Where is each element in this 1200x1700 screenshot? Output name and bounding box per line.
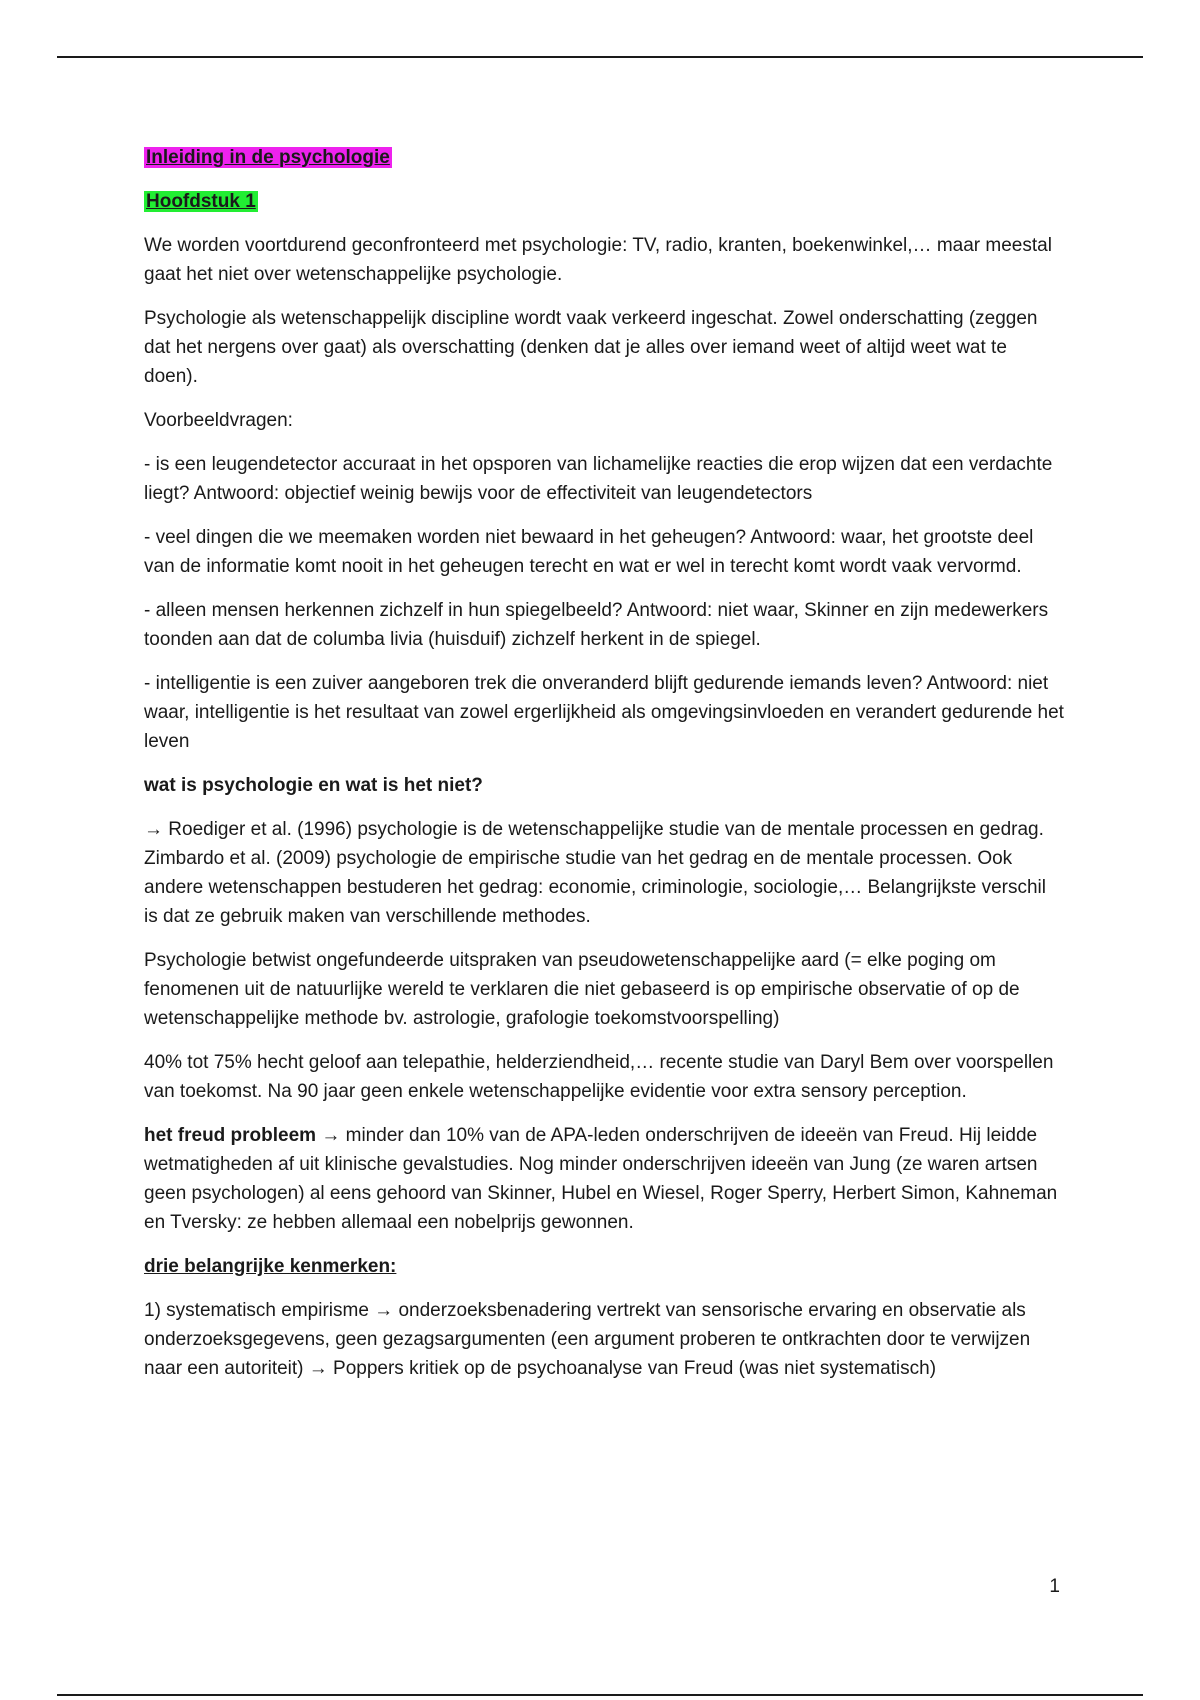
paragraph: - veel dingen die we meemaken worden niet bewaard in het geheugen? Antwoord: waar, het grootste deel van de informatie komt nooit in het geheugen terecht en wat er wel in terecht komt wordt vaak vervormd. [144,527,1034,577]
paragraph: - alleen mensen herkennen zichzelf in hun spiegelbeeld? Antwoord: niet waar, Skinner en zijn medewerkers toonden aan dat de columba livia (huisduif) zichzelf herkent in de spiegel. [144,600,1049,650]
paragraph: Voorbeeldvragen: [144,410,293,431]
freud-label: het freud probleem [144,1125,317,1146]
section-heading: wat is psychologie en wat is het niet? [144,775,483,796]
paragraph: - is een leugendetector accuraat in het opsporen van lichamelijke reacties die erop wijzen dat een verdachte liegt? Antwoord: objectief weinig bewijs voor de effectiviteit van leugendetectors [144,454,1053,504]
title-line [144,143,1064,172]
chapter-heading: Hoofdstuk 1 [146,191,256,212]
chapter-line [144,187,1064,216]
freud-text: → minder dan 10% van de APA-leden onderschrijven de ideeën van Freud. Hij leidde wetmatigheden af uit klinische gevalstudies. Nog minder onderschrijven ideeën van Jung (ze waren artsen geen psychologen) al eens gehoord van Skinner, Hubel en Wiesel, Roger Sperry, Herbert Simon, Kahneman en Tversky: ze hebben allemaal een nobelprijs gewonnen. [144,1125,1058,1233]
freud-paragraph [144,1121,1064,1237]
paragraph: → Roediger et al. (1996) psychologie is de wetenschappelijke studie van de mentale processen en gedrag. Zimbardo et al. (2009) psychologie de empirische studie van het gedrag en de mentale processen. Ook andere wetenschappen bestuderen het gedrag: economie, criminologie, sociologie,… Belangrijkste verschil is dat ze gebruik maken van verschillende methodes. [144,819,1046,927]
paragraph: Psychologie betwist ongefundeerde uitspraken van pseudowetenschappelijke aard (= elke poging om fenomenen uit de natuurlijke wereld te verklaren die niet gebaseerd is op empirische observatie of op de wetenschappelijke methode bv. astrologie, grafologie toekomstvoorspelling) [144,950,1020,1029]
paragraph: 40% tot 75% hecht geloof aan telepathie, helderziendheid,… recente studie van Daryl Bem over voorspellen van toekomst. Na 90 jaar geen enkele wetenschappelijke evidentie voor extra sensory perception. [144,1052,1054,1102]
document-title: Inleiding in de psychologie [146,147,390,168]
document-body [144,143,1064,1398]
kenmerken-heading: drie belangrijke kenmerken: [144,1256,397,1277]
paragraph: - intelligentie is een zuiver aangeboren trek die onveranderd blijft gedurende iemands leven? Antwoord: niet waar, intelligentie is het resultaat van zowel ergerlijkheid als omgevingsinvloeden en verandert gedurende het leven [144,673,1064,752]
paragraph: Psychologie als wetenschappelijk discipline wordt vaak verkeerd ingeschat. Zowel onderschatting (zeggen dat het nergens over gaat) als overschatting (denken dat je alles over iemand weet of altijd weet wat te doen). [144,308,1038,387]
page-number: 1 [1049,1576,1060,1597]
paragraph: We worden voortdurend geconfronteerd met psychologie: TV, radio, kranten, boekenwinkel,… maar meestal gaat het niet over wetenschappelijke psychologie. [144,235,1052,285]
header-rule [57,56,1143,58]
paragraph: 1) systematisch empirisme → onderzoeksbenadering vertrekt van sensorische ervaring en observatie als onderzoeksgegevens, geen gezagsargumenten (een argument proberen te ontkrachten door te verwijzen naar een autoriteit) → Poppers kritiek op de psychoanalyse van Freud (was niet systematisch) [144,1300,1031,1379]
footer-rule [57,1694,1143,1696]
